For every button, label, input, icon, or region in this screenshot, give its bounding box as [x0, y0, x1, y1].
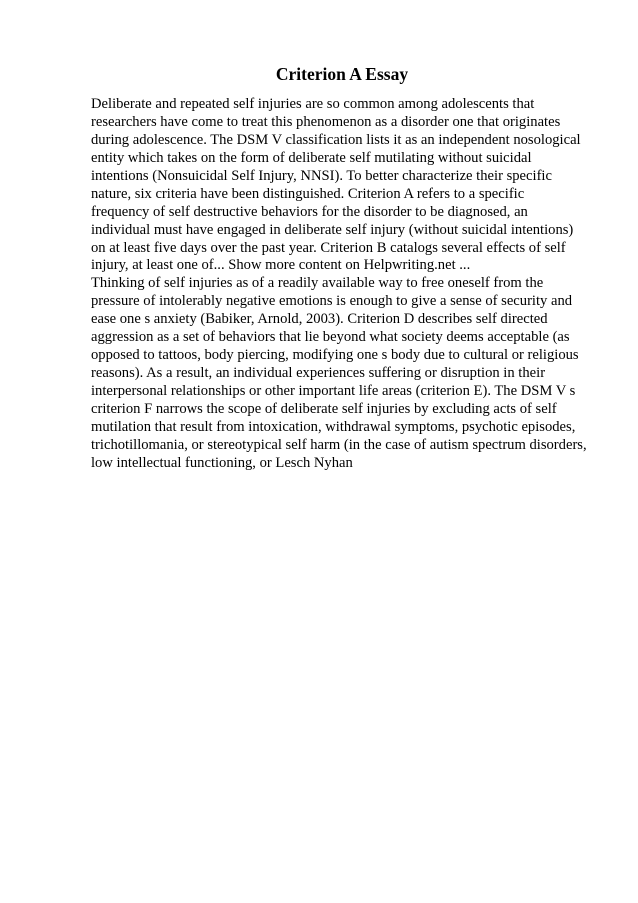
text-line: mutilation that result from intoxication, withdrawal symptoms, psychotic episodes,: [91, 418, 576, 435]
text-line: on at least five days over the past year. Criterion B catalogs several effects of self: [91, 239, 566, 256]
text-line: injury, at least one of... Show more content on Helpwriting.net ...: [91, 257, 471, 274]
text-line: researchers have come to treat this phenomenon as a disorder one that originates: [91, 113, 561, 130]
text-line: reasons). As a result, an individual experiences suffering or disruption in their: [91, 365, 546, 382]
text-line: Deliberate and repeated self injuries are so common among adolescents that: [91, 96, 535, 112]
document-title: Criterion A Essay: [275, 64, 409, 84]
text-line: low intellectual functioning, or Lesch Nyhan: [91, 454, 353, 471]
text-line: frequency of self destructive behaviors for the disorder to be diagnosed, an: [91, 203, 528, 220]
text-line: opposed to tattoos, body piercing, modifying one s body due to cultural or religious: [91, 347, 579, 364]
document-body: [91, 96, 638, 473]
text-line: ease one s anxiety (Babiker, Arnold, 2003). Criterion D describes self directed: [91, 311, 548, 328]
text-line: individual must have engaged in deliberate self injury (without suicidal intentions): [91, 221, 574, 238]
text-line: interpersonal relationships or other important life areas (criterion E). The DSM V s: [91, 383, 576, 399]
text-line: Thinking of self injuries as of a readily available way to free oneself from the: [91, 275, 544, 292]
text-line: nature, six criteria have been distinguished. Criterion A refers to a specific: [91, 185, 525, 202]
text-line: entity which takes on the form of deliberate self mutilating without suicidal: [91, 149, 532, 166]
text-line: trichotillomania, or stereotypical self harm (in the case of autism spectrum disorders,: [91, 436, 587, 453]
text-line: criterion F narrows the scope of deliberate self injuries by excluding acts of self: [91, 400, 557, 417]
text-line: intentions (Nonsuicidal Self Injury, NNSI). To better characterize their specific: [91, 167, 552, 184]
text-line: pressure of intolerably negative emotions is enough to give a sense of security and: [91, 293, 573, 310]
text-line: aggression as a set of behaviors that lie beyond what society deems acceptable (as: [91, 329, 570, 346]
text-line: during adolescence. The DSM V classification lists it as an independent nosological: [91, 131, 581, 148]
